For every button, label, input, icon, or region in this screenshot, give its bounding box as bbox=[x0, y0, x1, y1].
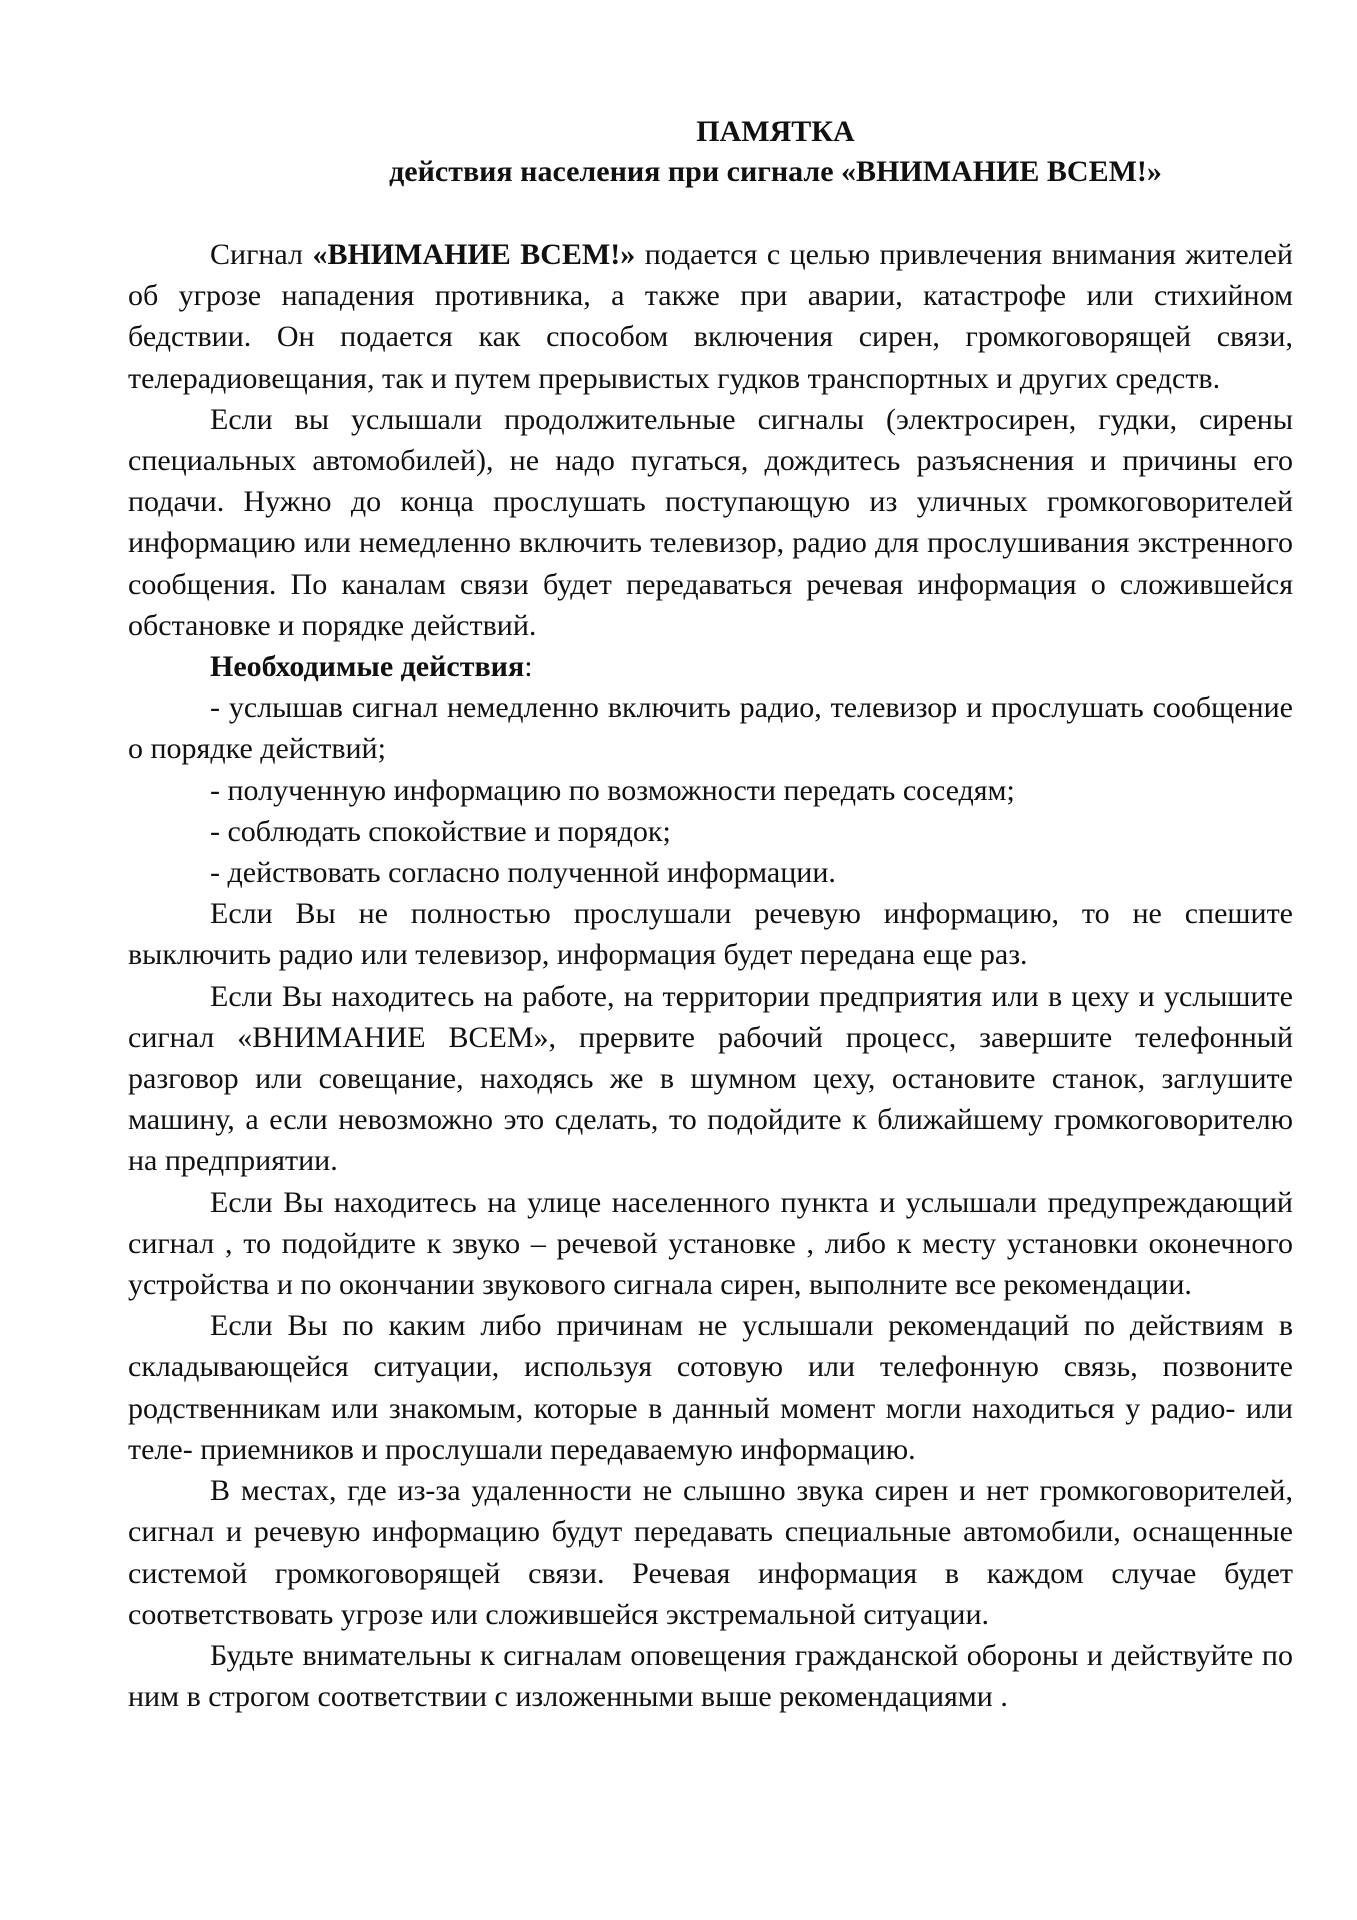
be-attentive-paragraph: Будьте внимательны к сигналам оповещения гражданской обороны и действуйте по ним в строгом соответствии с изложенными выше рекомендациями . bbox=[128, 1638, 1293, 1714]
actions-heading bbox=[128, 646, 1293, 687]
action-item: - полученную информацию по возможности передать соседям; bbox=[210, 773, 1015, 807]
action-item: - действовать согласно полученной информации. bbox=[210, 856, 836, 890]
listen-paragraph: Если вы услышали продолжительные сигналы (электросирен, гудки, сирены специальных автомобилей), не надо пугаться, дождитесь разъяснения и причины его подачи. Нужно до конца прослушать поступающую из уличных громкоговорителей информацию или немедленно включить телевизор, радио для прослушивания экстренного сообщения. По каналам связи будет передаваться речевая информация о сложившейся обстановке и порядке действий. bbox=[128, 402, 1293, 642]
memo-page bbox=[128, 112, 1293, 1717]
not-heard-paragraph: Если Вы по каким либо причинам не услышали рекомендаций по действиям в складывающейся ситуации, используя сотовую или телефонную связь, позвоните родственникам или знакомым, которые в данный момент могли находиться у радио- или теле- приемников и прослушали передаваемую информацию. bbox=[128, 1309, 1293, 1466]
remote-areas-paragraph: В местах, где из-за удаленности не слышно звука сирен и нет громкоговорителей, сигнал и речевую информацию будут передавать специальные автомобили, оснащенные системой громкоговорящей связи. Речевая информация в каждом случае будет соответствовать угрозе или сложившейся экстремальной ситуации. bbox=[128, 1474, 1293, 1631]
action-item: - услышав сигнал немедленно включить радио, телевизор и прослушать сообщение о порядке действий; bbox=[128, 691, 1293, 766]
page-title: ПАМЯТКА bbox=[696, 115, 855, 148]
signal-name: «ВНИМАНИЕ ВСЕМ!» bbox=[312, 238, 636, 271]
intro-paragraph bbox=[128, 234, 1293, 399]
intro-rest: подается с целью привлечения внимания жителей об угрозе нападения противника, а также при аварии, катастрофе или стихийном бедствии. Он подается как способом включения сирен, громкоговорящей связи, телерадиовещания, так и путем прерывистых гудков транспортных и других средств. bbox=[128, 238, 1293, 395]
actions-heading-text: Необходимые действия bbox=[210, 650, 525, 684]
actions-heading-colon: : bbox=[524, 650, 533, 684]
page-subtitle: действия населения при сигнале «ВНИМАНИЕ ВСЕМ!» bbox=[389, 155, 1162, 188]
intro-lead: Сигнал bbox=[210, 238, 313, 271]
on-street-paragraph: Если Вы находитесь на улице населенного пункта и услышали предупреждающий сигнал , то подойдите к звуко – речевой установке , либо к месту установки оконечного устройства и по окончании звукового сигнала сирен, выполните все рекомендации. bbox=[128, 1185, 1293, 1302]
not-fully-heard-paragraph: Если Вы не полностью прослушали речевую информацию, то не спешите выключить радио или телевизор, информация будет передана еще раз. bbox=[128, 897, 1293, 972]
at-work-paragraph: Если Вы находитесь на работе, на территории предприятия или в цеху и услышите сигнал «ВНИМАНИЕ ВСЕМ», прервите рабочий процесс, завершите телефонный разговор или совещание, находясь же в шумном цеху, остановите станок, заглушите машину, а если невозможно это сделать, то подойдите к ближайшему громкоговорителю на предприятии. bbox=[128, 979, 1293, 1178]
action-item: - соблюдать спокойствие и порядок; bbox=[210, 814, 671, 848]
